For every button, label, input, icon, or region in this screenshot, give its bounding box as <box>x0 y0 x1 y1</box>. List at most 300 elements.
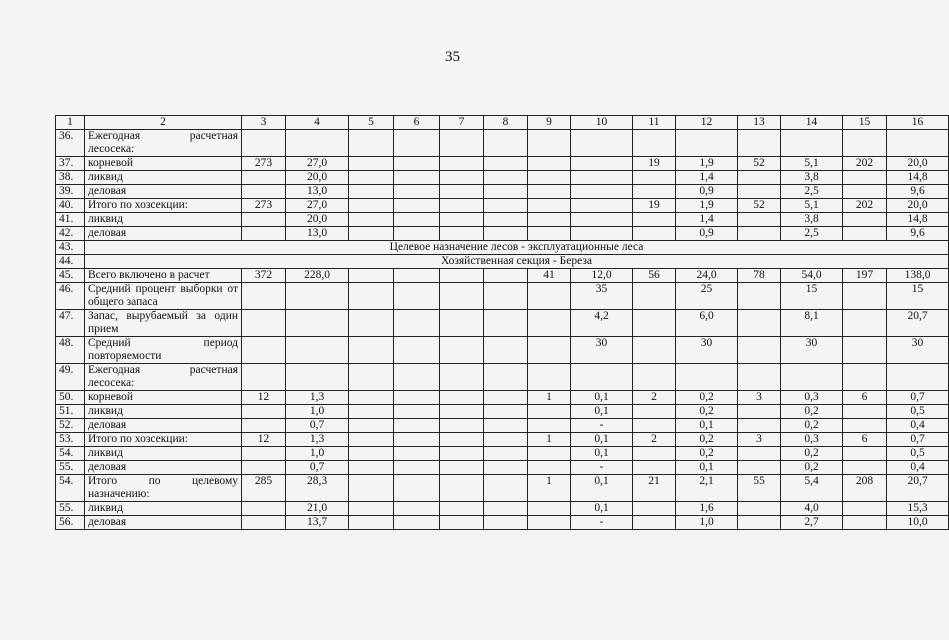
table-cell <box>843 502 887 516</box>
table-cell: 0,4 <box>887 419 949 433</box>
table-cell: 15,3 <box>887 502 949 516</box>
table-cell: 0,1 <box>571 475 633 502</box>
table-cell <box>738 227 781 241</box>
column-header: 1 <box>56 116 85 130</box>
table-cell: 41 <box>528 269 571 283</box>
column-header: 6 <box>394 116 440 130</box>
table-cell: 6 <box>843 391 887 405</box>
table-cell <box>843 461 887 475</box>
table-cell <box>440 227 484 241</box>
table-cell: 285 <box>242 475 286 502</box>
table-cell <box>484 171 528 185</box>
table-cell: 14,8 <box>887 213 949 227</box>
table-cell: 1,6 <box>676 502 738 516</box>
table-cell <box>843 310 887 337</box>
table-cell <box>484 419 528 433</box>
row-label: ликвид <box>85 447 242 461</box>
table-cell: 0,4 <box>887 461 949 475</box>
row-label: Итого по хозсекции: <box>85 199 242 213</box>
column-header: 3 <box>242 116 286 130</box>
table-cell <box>394 502 440 516</box>
table-cell <box>349 391 394 405</box>
table-cell <box>738 283 781 310</box>
column-header: 9 <box>528 116 571 130</box>
row-label: деловая <box>85 185 242 199</box>
table-cell: 3,8 <box>781 213 843 227</box>
row-number: 52. <box>56 419 85 433</box>
table-cell <box>394 130 440 157</box>
table-cell <box>349 461 394 475</box>
table-row <box>56 255 949 269</box>
table-cell <box>440 283 484 310</box>
table-cell <box>633 502 676 516</box>
row-label: деловая <box>85 516 242 530</box>
table-cell <box>738 171 781 185</box>
table-cell: 1 <box>528 475 571 502</box>
table-cell <box>528 405 571 419</box>
table-cell: - <box>571 516 633 530</box>
table-cell <box>440 475 484 502</box>
table-cell <box>484 130 528 157</box>
row-label: деловая <box>85 227 242 241</box>
table-cell: 0,7 <box>286 461 349 475</box>
table-cell <box>528 516 571 530</box>
row-label: ликвид <box>85 213 242 227</box>
table-row <box>56 516 949 530</box>
table-cell <box>242 130 286 157</box>
row-label: Средний период повторяемости <box>85 337 242 364</box>
table-cell <box>528 419 571 433</box>
table-row <box>56 475 949 502</box>
table-cell: 52 <box>738 199 781 213</box>
table-cell <box>394 227 440 241</box>
table-cell: 197 <box>843 269 887 283</box>
table-cell: 0,5 <box>887 447 949 461</box>
table-cell: 0,5 <box>887 405 949 419</box>
table-cell <box>242 502 286 516</box>
table-cell <box>440 337 484 364</box>
table-cell <box>394 283 440 310</box>
table-cell <box>528 337 571 364</box>
column-header: 16 <box>887 116 949 130</box>
column-header: 15 <box>843 116 887 130</box>
table-cell: 0,2 <box>676 391 738 405</box>
table-cell <box>843 213 887 227</box>
table-cell: 20,7 <box>887 475 949 502</box>
table-cell: 0,1 <box>571 433 633 447</box>
table-row <box>56 283 949 310</box>
table-cell <box>887 364 949 391</box>
table-cell <box>440 269 484 283</box>
table-cell: 52 <box>738 157 781 171</box>
table-cell <box>286 310 349 337</box>
table-cell <box>484 405 528 419</box>
table-cell: 55 <box>738 475 781 502</box>
table-cell <box>394 185 440 199</box>
table-cell: 0,2 <box>781 405 843 419</box>
table-cell <box>349 310 394 337</box>
column-header: 5 <box>349 116 394 130</box>
table-cell <box>242 337 286 364</box>
table-cell: 0,1 <box>571 391 633 405</box>
table-cell <box>484 447 528 461</box>
table-cell: 208 <box>843 475 887 502</box>
table-cell: 0,9 <box>676 185 738 199</box>
table-cell <box>394 171 440 185</box>
table-cell <box>394 391 440 405</box>
table-cell: 0,2 <box>781 419 843 433</box>
table-cell <box>571 157 633 171</box>
table-cell: 54,0 <box>781 269 843 283</box>
table-cell: 20,7 <box>887 310 949 337</box>
table-cell <box>633 213 676 227</box>
table-cell <box>484 199 528 213</box>
table-cell <box>528 364 571 391</box>
header-row <box>56 116 949 130</box>
table-cell: 0,1 <box>676 461 738 475</box>
table-cell <box>528 171 571 185</box>
row-number: 55. <box>56 461 85 475</box>
table-cell <box>349 364 394 391</box>
table-cell <box>394 157 440 171</box>
table-cell <box>571 171 633 185</box>
row-label: деловая <box>85 461 242 475</box>
table-cell: 0,1 <box>676 419 738 433</box>
table-cell <box>349 283 394 310</box>
column-header: 4 <box>286 116 349 130</box>
table-cell <box>394 405 440 419</box>
table-cell <box>676 364 738 391</box>
table-cell: 3,8 <box>781 171 843 185</box>
table-cell: 1,0 <box>676 516 738 530</box>
table-cell: 3 <box>738 433 781 447</box>
table-cell: 21 <box>633 475 676 502</box>
table-cell: 8,1 <box>781 310 843 337</box>
column-header: 13 <box>738 116 781 130</box>
table-cell <box>349 419 394 433</box>
table-cell <box>242 310 286 337</box>
table-cell: 1,9 <box>676 157 738 171</box>
table-cell <box>633 461 676 475</box>
table-cell: 0,2 <box>676 405 738 419</box>
table-cell <box>633 516 676 530</box>
table-cell <box>843 405 887 419</box>
table-cell <box>394 461 440 475</box>
table-cell: 0,2 <box>781 447 843 461</box>
section-heading: Целевое назначение лесов - эксплуатационные леса <box>85 241 949 255</box>
table-cell <box>571 227 633 241</box>
table-cell: 0,7 <box>887 433 949 447</box>
table-cell: 202 <box>843 199 887 213</box>
table-cell <box>349 171 394 185</box>
table-cell <box>781 130 843 157</box>
table-cell <box>571 213 633 227</box>
row-label: деловая <box>85 419 242 433</box>
table-cell: 2 <box>633 391 676 405</box>
table-cell: 30 <box>571 337 633 364</box>
row-label: Ежегодная расчетная лесосека: <box>85 364 242 391</box>
row-label: Запас, вырубаемый за один прием <box>85 310 242 337</box>
table-cell: 0,7 <box>887 391 949 405</box>
table-cell: 27,0 <box>286 157 349 171</box>
table-cell <box>738 502 781 516</box>
table-cell <box>242 364 286 391</box>
table-cell <box>484 337 528 364</box>
table-cell <box>349 227 394 241</box>
table-cell: 30 <box>676 337 738 364</box>
table-cell <box>528 227 571 241</box>
table-cell <box>528 461 571 475</box>
table-cell <box>440 405 484 419</box>
table-cell: 6 <box>843 433 887 447</box>
table-cell <box>440 213 484 227</box>
table-row <box>56 241 949 255</box>
table-cell: 0,3 <box>781 391 843 405</box>
table-cell <box>633 130 676 157</box>
table-cell <box>440 199 484 213</box>
table-cell: 1,9 <box>676 199 738 213</box>
table-cell: 0,1 <box>571 502 633 516</box>
table-cell: 20,0 <box>286 171 349 185</box>
table-cell: 2,1 <box>676 475 738 502</box>
table-cell <box>528 213 571 227</box>
table-cell: 138,0 <box>887 269 949 283</box>
table-cell <box>440 391 484 405</box>
table-cell <box>484 475 528 502</box>
table-cell: 20,0 <box>887 157 949 171</box>
table-row <box>56 157 949 171</box>
table-cell <box>394 337 440 364</box>
table-cell <box>349 433 394 447</box>
table-cell <box>349 185 394 199</box>
table-cell: 0,2 <box>781 461 843 475</box>
table-cell <box>571 130 633 157</box>
table-cell <box>440 516 484 530</box>
table-cell: 228,0 <box>286 269 349 283</box>
row-number: 51. <box>56 405 85 419</box>
table-cell <box>633 337 676 364</box>
table-row <box>56 391 949 405</box>
table-cell <box>242 461 286 475</box>
table-row <box>56 364 949 391</box>
table-row <box>56 310 949 337</box>
table-cell: 1,0 <box>286 447 349 461</box>
table-cell <box>738 213 781 227</box>
table-cell: 0,1 <box>571 447 633 461</box>
table-cell: 15 <box>781 283 843 310</box>
table-row <box>56 447 949 461</box>
table-cell <box>242 516 286 530</box>
table-cell: 21,0 <box>286 502 349 516</box>
table-cell <box>528 157 571 171</box>
row-number: 54. <box>56 475 85 502</box>
table-cell: 0,2 <box>676 433 738 447</box>
table-cell: 5,1 <box>781 157 843 171</box>
table-row <box>56 227 949 241</box>
table-row <box>56 130 949 157</box>
table-cell <box>440 502 484 516</box>
table-cell: 1 <box>528 433 571 447</box>
table-cell <box>394 475 440 502</box>
row-number: 45. <box>56 269 85 283</box>
column-header: 2 <box>85 116 242 130</box>
row-number: 49. <box>56 364 85 391</box>
table-cell <box>394 419 440 433</box>
table-cell <box>349 447 394 461</box>
table-cell: 19 <box>633 199 676 213</box>
row-label: корневой <box>85 391 242 405</box>
table-cell: 20,0 <box>286 213 349 227</box>
table-cell <box>394 199 440 213</box>
table-cell <box>286 364 349 391</box>
table-cell <box>633 227 676 241</box>
table-cell <box>484 213 528 227</box>
table-cell: 0,2 <box>676 447 738 461</box>
table-cell <box>571 364 633 391</box>
table-cell <box>738 337 781 364</box>
table-cell <box>633 419 676 433</box>
table-cell <box>484 310 528 337</box>
table-cell: 0,1 <box>571 405 633 419</box>
row-number: 55. <box>56 502 85 516</box>
column-header: 10 <box>571 116 633 130</box>
table-cell: 13,7 <box>286 516 349 530</box>
column-header: 11 <box>633 116 676 130</box>
table-cell <box>394 310 440 337</box>
table-cell <box>349 130 394 157</box>
table-cell <box>571 199 633 213</box>
table-row <box>56 405 949 419</box>
table-cell: 13,0 <box>286 227 349 241</box>
table-cell: 9,6 <box>887 227 949 241</box>
table-cell: 9,6 <box>887 185 949 199</box>
table-cell: 78 <box>738 269 781 283</box>
table-cell: 20,0 <box>887 199 949 213</box>
table-row <box>56 269 949 283</box>
row-number: 48. <box>56 337 85 364</box>
row-number: 46. <box>56 283 85 310</box>
table-cell <box>633 283 676 310</box>
table-cell: 202 <box>843 157 887 171</box>
table-cell <box>242 227 286 241</box>
table-cell <box>484 185 528 199</box>
table-cell <box>843 227 887 241</box>
table-cell <box>484 269 528 283</box>
table-cell: 372 <box>242 269 286 283</box>
table-cell <box>484 364 528 391</box>
table-cell: 1,3 <box>286 391 349 405</box>
table-cell <box>440 310 484 337</box>
table-cell: 13,0 <box>286 185 349 199</box>
column-header: 14 <box>781 116 843 130</box>
table-cell <box>242 419 286 433</box>
table-cell: 1,3 <box>286 433 349 447</box>
table-cell <box>349 213 394 227</box>
table-cell <box>528 310 571 337</box>
table-cell: 4,2 <box>571 310 633 337</box>
table-cell <box>440 130 484 157</box>
table-cell <box>440 447 484 461</box>
table-cell <box>484 157 528 171</box>
row-number: 50. <box>56 391 85 405</box>
table-cell: 1 <box>528 391 571 405</box>
table-cell <box>349 269 394 283</box>
table-cell: 25 <box>676 283 738 310</box>
row-label: Ежегодная расчетная лесосека: <box>85 130 242 157</box>
table-cell <box>843 364 887 391</box>
row-label: ликвид <box>85 502 242 516</box>
table-cell: 15 <box>887 283 949 310</box>
table-row <box>56 171 949 185</box>
table-cell <box>484 461 528 475</box>
table-cell: 273 <box>242 199 286 213</box>
table-cell: 5,4 <box>781 475 843 502</box>
table-cell: 27,0 <box>286 199 349 213</box>
table-cell <box>440 157 484 171</box>
row-number: 40. <box>56 199 85 213</box>
row-label: ликвид <box>85 405 242 419</box>
row-number: 36. <box>56 130 85 157</box>
table-cell <box>394 433 440 447</box>
table-cell: 0,3 <box>781 433 843 447</box>
table-cell: 0,9 <box>676 227 738 241</box>
table-cell <box>843 419 887 433</box>
row-number: 42. <box>56 227 85 241</box>
row-label: корневой <box>85 157 242 171</box>
table-cell <box>738 405 781 419</box>
table-cell <box>738 310 781 337</box>
table-cell: 2,5 <box>781 227 843 241</box>
table-cell <box>843 283 887 310</box>
table-cell <box>349 502 394 516</box>
table-row <box>56 185 949 199</box>
table-cell <box>738 419 781 433</box>
table-row <box>56 337 949 364</box>
table-row <box>56 213 949 227</box>
row-label: Средний процент выборки от общего запаса <box>85 283 242 310</box>
table-cell <box>843 171 887 185</box>
table-cell: 12 <box>242 433 286 447</box>
table-cell <box>528 130 571 157</box>
table-cell: 5,1 <box>781 199 843 213</box>
table-cell <box>349 405 394 419</box>
table-cell: 3 <box>738 391 781 405</box>
table-cell <box>242 447 286 461</box>
table-cell <box>242 283 286 310</box>
table-cell <box>484 227 528 241</box>
table-cell <box>738 130 781 157</box>
table-cell <box>887 130 949 157</box>
table-cell: 1,0 <box>286 405 349 419</box>
table-cell <box>349 475 394 502</box>
table-cell <box>738 447 781 461</box>
table-cell <box>440 364 484 391</box>
table-cell: 6,0 <box>676 310 738 337</box>
table-cell: 1,4 <box>676 213 738 227</box>
table-cell <box>738 364 781 391</box>
page-number: 35 <box>445 49 460 65</box>
table-cell <box>676 130 738 157</box>
table-cell <box>349 157 394 171</box>
table-cell <box>843 337 887 364</box>
table-cell <box>394 447 440 461</box>
table-cell: 10,0 <box>887 516 949 530</box>
table-cell: 30 <box>887 337 949 364</box>
row-label: Итого по хозсекции: <box>85 433 242 447</box>
column-header: 12 <box>676 116 738 130</box>
table-cell: 24,0 <box>676 269 738 283</box>
table-cell <box>738 461 781 475</box>
